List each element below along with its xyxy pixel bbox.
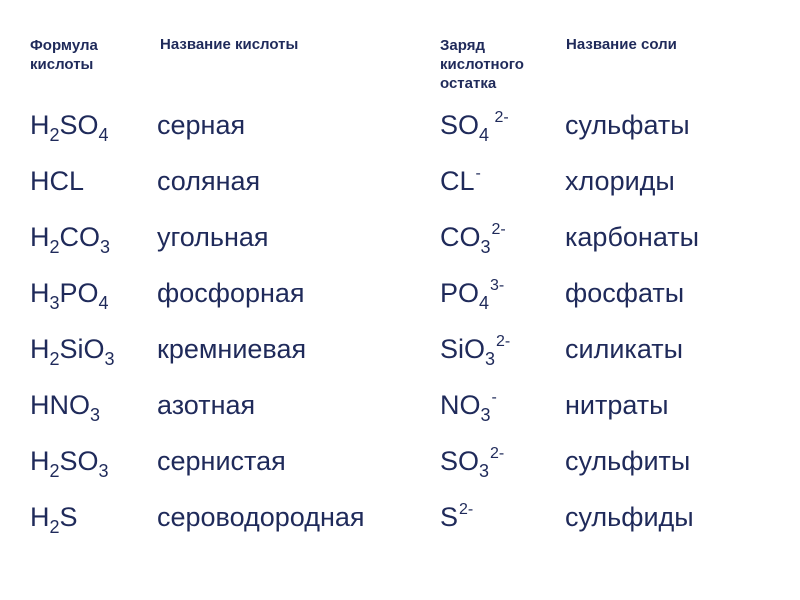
salt-name: силикаты xyxy=(565,334,684,364)
table-row xyxy=(0,444,800,500)
subscript: 2 xyxy=(49,125,60,145)
formula-text: H xyxy=(30,278,50,308)
header-formula: Формула кислоты xyxy=(30,37,98,73)
salt-name: сульфиды xyxy=(565,502,694,532)
formula-text: S xyxy=(440,502,459,532)
header-charge: Заряд кислотного остатка xyxy=(440,37,524,92)
subscript: 3 xyxy=(100,237,111,257)
formula-text: NO xyxy=(440,390,481,420)
acid-formula xyxy=(30,276,109,313)
salt-name: нитраты xyxy=(565,390,669,420)
table-row xyxy=(0,332,800,388)
formula-text: SO xyxy=(440,110,480,140)
subscript: 2 xyxy=(49,237,60,257)
formula-text: SiO xyxy=(59,334,105,364)
acid-formula xyxy=(30,388,100,425)
subscript: 2 xyxy=(49,349,60,369)
acid-name: соляная xyxy=(157,166,261,196)
salt-name: фосфаты xyxy=(565,278,685,308)
acid-formula xyxy=(30,164,84,198)
charge-superscript: 2- xyxy=(491,221,506,238)
subscript: 3 xyxy=(90,405,101,425)
acid-residue-charge xyxy=(440,276,504,315)
header-acid-name: Название кислоты xyxy=(160,36,299,53)
charge-superscript: - xyxy=(491,389,497,406)
charge-superscript: - xyxy=(475,165,481,182)
acid-name: сернистая xyxy=(157,446,286,476)
salt-name: сульфаты xyxy=(565,110,690,140)
table-row xyxy=(0,276,800,332)
charge-superscript: 2- xyxy=(490,109,509,126)
formula-text: PO xyxy=(440,278,480,308)
formula-text: HCL xyxy=(30,166,85,196)
formula-text: SO xyxy=(59,446,99,476)
table-row xyxy=(0,220,800,276)
header-salt-name: Название соли xyxy=(566,36,677,53)
formula-text: H xyxy=(30,334,50,364)
formula-text: SiO xyxy=(440,334,486,364)
formula-text: SO xyxy=(59,110,99,140)
charge-superscript: 2- xyxy=(490,445,505,462)
table-row xyxy=(0,108,800,164)
formula-text: S xyxy=(59,502,78,532)
formula-text: H xyxy=(30,222,50,252)
subscript: 3 xyxy=(479,461,490,481)
subscript: 4 xyxy=(479,293,490,313)
salt-name: карбонаты xyxy=(565,222,700,252)
acid-formula xyxy=(30,220,110,257)
acid-name: серная xyxy=(157,110,246,140)
subscript: 3 xyxy=(49,293,60,313)
formula-text: CO xyxy=(59,222,101,252)
subscript: 2 xyxy=(49,461,60,481)
charge-superscript: 3- xyxy=(490,277,505,294)
charge-superscript: 2- xyxy=(459,501,474,518)
acid-formula xyxy=(30,332,115,369)
acid-residue-charge xyxy=(440,500,473,539)
table-row xyxy=(0,500,800,556)
table-row xyxy=(0,388,800,444)
subscript: 3 xyxy=(480,237,491,257)
subscript: 3 xyxy=(104,349,115,369)
charge-superscript: 2- xyxy=(496,333,511,350)
formula-text: CO xyxy=(440,222,481,252)
subscript: 2 xyxy=(49,517,60,537)
formula-text: H xyxy=(30,446,50,476)
subscript: 3 xyxy=(98,461,109,481)
acid-formula xyxy=(30,500,78,537)
subscript: 3 xyxy=(485,349,496,369)
acid-name: фосфорная xyxy=(157,278,305,308)
acid-residue-charge xyxy=(440,388,497,427)
acid-formula xyxy=(30,444,109,481)
acid-formula xyxy=(30,108,109,145)
acid-name: сероводородная xyxy=(157,502,365,532)
formula-text: HNO xyxy=(30,390,90,420)
formula-text: CL xyxy=(440,166,475,196)
formula-text: H xyxy=(30,502,50,532)
acid-name: азотная xyxy=(157,390,256,420)
acid-residue-charge xyxy=(440,108,509,147)
salt-name: сульфиты xyxy=(565,446,691,476)
acid-residue-charge xyxy=(440,164,481,203)
salt-name: хлориды xyxy=(565,166,675,196)
table-row xyxy=(0,164,800,220)
subscript: 4 xyxy=(479,125,490,145)
acid-name: кремниевая xyxy=(157,334,307,364)
subscript: 3 xyxy=(480,405,491,425)
formula-text: SO xyxy=(440,446,480,476)
acid-residue-charge xyxy=(440,220,506,259)
acid-name: угольная xyxy=(157,222,269,252)
formula-text: PO xyxy=(59,278,99,308)
acid-residue-charge xyxy=(440,444,504,483)
subscript: 4 xyxy=(98,125,109,145)
formula-text: H xyxy=(30,110,50,140)
acid-residue-charge xyxy=(440,332,510,371)
subscript: 4 xyxy=(98,293,109,313)
